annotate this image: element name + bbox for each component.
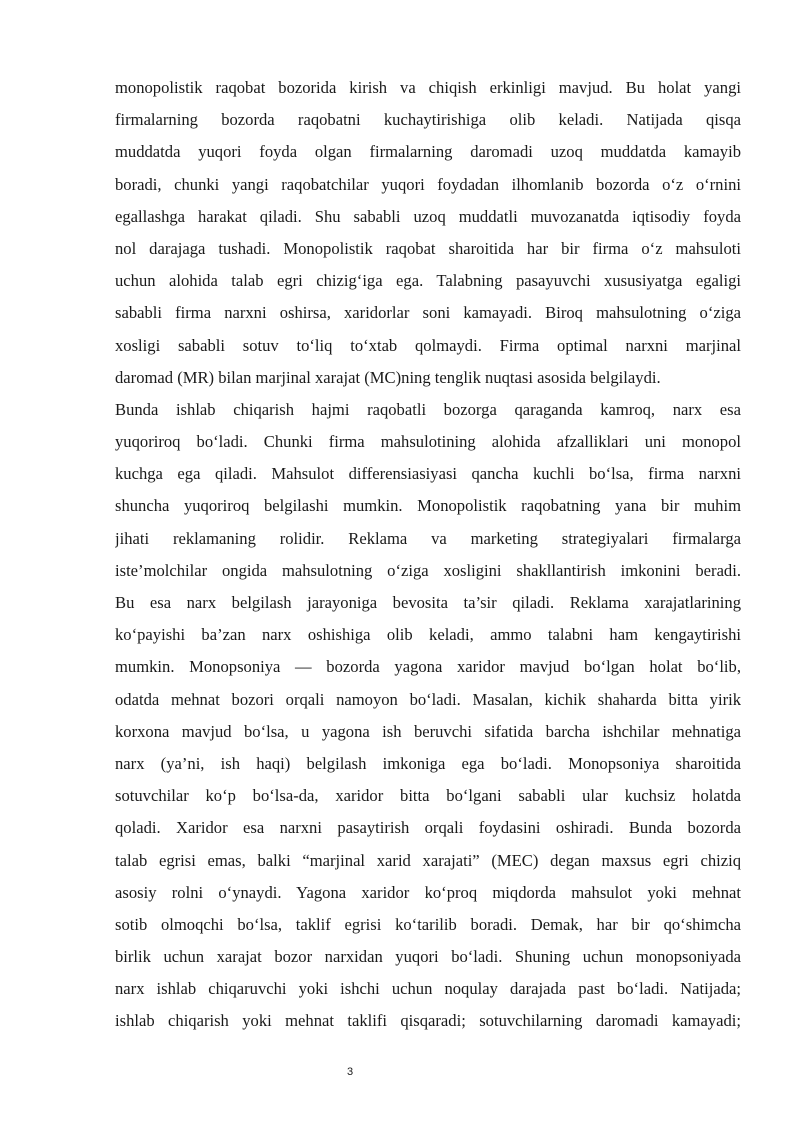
text-line: muddatda yuqori foyda olgan firmalarning daromadi uzoq muddatda kamayib: [115, 142, 741, 162]
text-line: shuncha yuqoriroq belgilashi mumkin. Monopolistik raqobatning yana bir muhim: [115, 496, 741, 516]
text-line: jihati reklamaning rolidir. Reklama va marketing strategiyalari firmalarga: [115, 528, 741, 548]
text-line: korxona mavjud bo‘lsa, u yagona ish beruvchi sifatida barcha ishchilar mehnatiga: [115, 721, 741, 741]
text-line: uchun alohida talab egri chizig‘iga ega. Talabning pasayuvchi xususiyatga egaligi: [115, 271, 741, 291]
text-line: narx (ya’ni, ish haqi) belgilash imkoniga ega bo‘ladi. Monopsoniya sharoitida: [115, 753, 741, 773]
text-line: xosligi sababli sotuv to‘liq to‘xtab qolmaydi. Firma optimal narxni marjinal: [115, 335, 741, 355]
text-line: sababli firma narxni oshirsa, xaridorlar soni kamayadi. Biroq mahsulotning o‘ziga: [115, 303, 741, 323]
text-line: talab egrisi emas, balki “marjinal xarid xarajati” (MEC) degan maxsus egri chiziq: [115, 850, 741, 870]
text-line: ko‘payishi ba’zan narx oshishiga olib keladi, ammo talabni ham kengaytirishi: [115, 625, 741, 645]
text-line: birlik uchun xarajat bozor narxidan yuqori bo‘ladi. Shuning uchun monopsoniyada: [115, 947, 741, 967]
text-line: Bunda ishlab chiqarish hajmi raqobatli bozorga qaraganda kamroq, narx esa: [115, 399, 741, 419]
text-line: firmalarning bozorda raqobatni kuchaytirishiga olib keladi. Natijada qisqa: [115, 110, 741, 130]
text-line: sotib olmoqchi bo‘lsa, taklif egrisi ko‘tarilib boradi. Demak, har bir qo‘shimcha: [115, 914, 741, 934]
text-line: boradi, chunki yangi raqobatchilar yuqori foydadan ilhomlanib bozorda o‘z o‘rnini: [115, 174, 741, 194]
text-line: mumkin. Monopsoniya — bozorda yagona xaridor mavjud bo‘lgan holat bo‘lib,: [115, 657, 741, 677]
text-line: ishlab chiqarish yoki mehnat taklifi qisqaradi; sotuvchilarning daromadi kamayadi;: [115, 1011, 741, 1031]
text-line: egallashga harakat qiladi. Shu sababli uzoq muddatli muvozanatda iqtisodiy foyda: [115, 206, 741, 226]
text-line: narx ishlab chiqaruvchi yoki ishchi uchun noqulay darajada past bo‘ladi. Natijada;: [115, 979, 741, 999]
text-line: yuqoriroq bo‘ladi. Chunki firma mahsulotining alohida afzalliklari uni monopol: [115, 432, 741, 452]
text-line: odatda mehnat bozori orqali namoyon bo‘ladi. Masalan, kichik shaharda bitta yirik: [115, 689, 741, 709]
text-line: monopolistik raqobat bozorida kirish va chiqish erkinligi mavjud. Bu holat yangi: [115, 78, 741, 97]
text-line: kuchga ega qiladi. Mahsulot differensiasiyasi qancha kuchli bo‘lsa, firma narxni: [115, 464, 741, 484]
text-line: nol darajaga tushadi. Monopolistik raqobat sharoitida har bir firma o‘z mahsuloti: [115, 238, 741, 258]
text-line: iste’molchilar ongida mahsulotning o‘ziga xosligini shakllantirish imkonini beradi.: [115, 560, 741, 580]
body-text: [115, 72, 741, 1038]
text-line: qoladi. Xaridor esa narxni pasaytirish orqali foydasini oshiradi. Bunda bozorda: [115, 818, 741, 838]
text-line: asosiy rolni o‘ynaydi. Yagona xaridor ko‘proq miqdorda mahsulot yoki mehnat: [115, 882, 741, 902]
text-line: Bu esa narx belgilash jarayoniga bevosita ta’sir qiladi. Reklama xarajatlarining: [115, 593, 741, 612]
page-number: 3: [346, 1066, 354, 1078]
text-line: daromad (MR) bilan marjinal xarajat (MC)ning tenglik nuqtasi asosida belgilaydi.: [115, 367, 661, 387]
text-line: sotuvchilar ko‘p bo‘lsa-da, xaridor bitta bo‘lgani sababli ular kuchsiz holatda: [115, 786, 741, 806]
